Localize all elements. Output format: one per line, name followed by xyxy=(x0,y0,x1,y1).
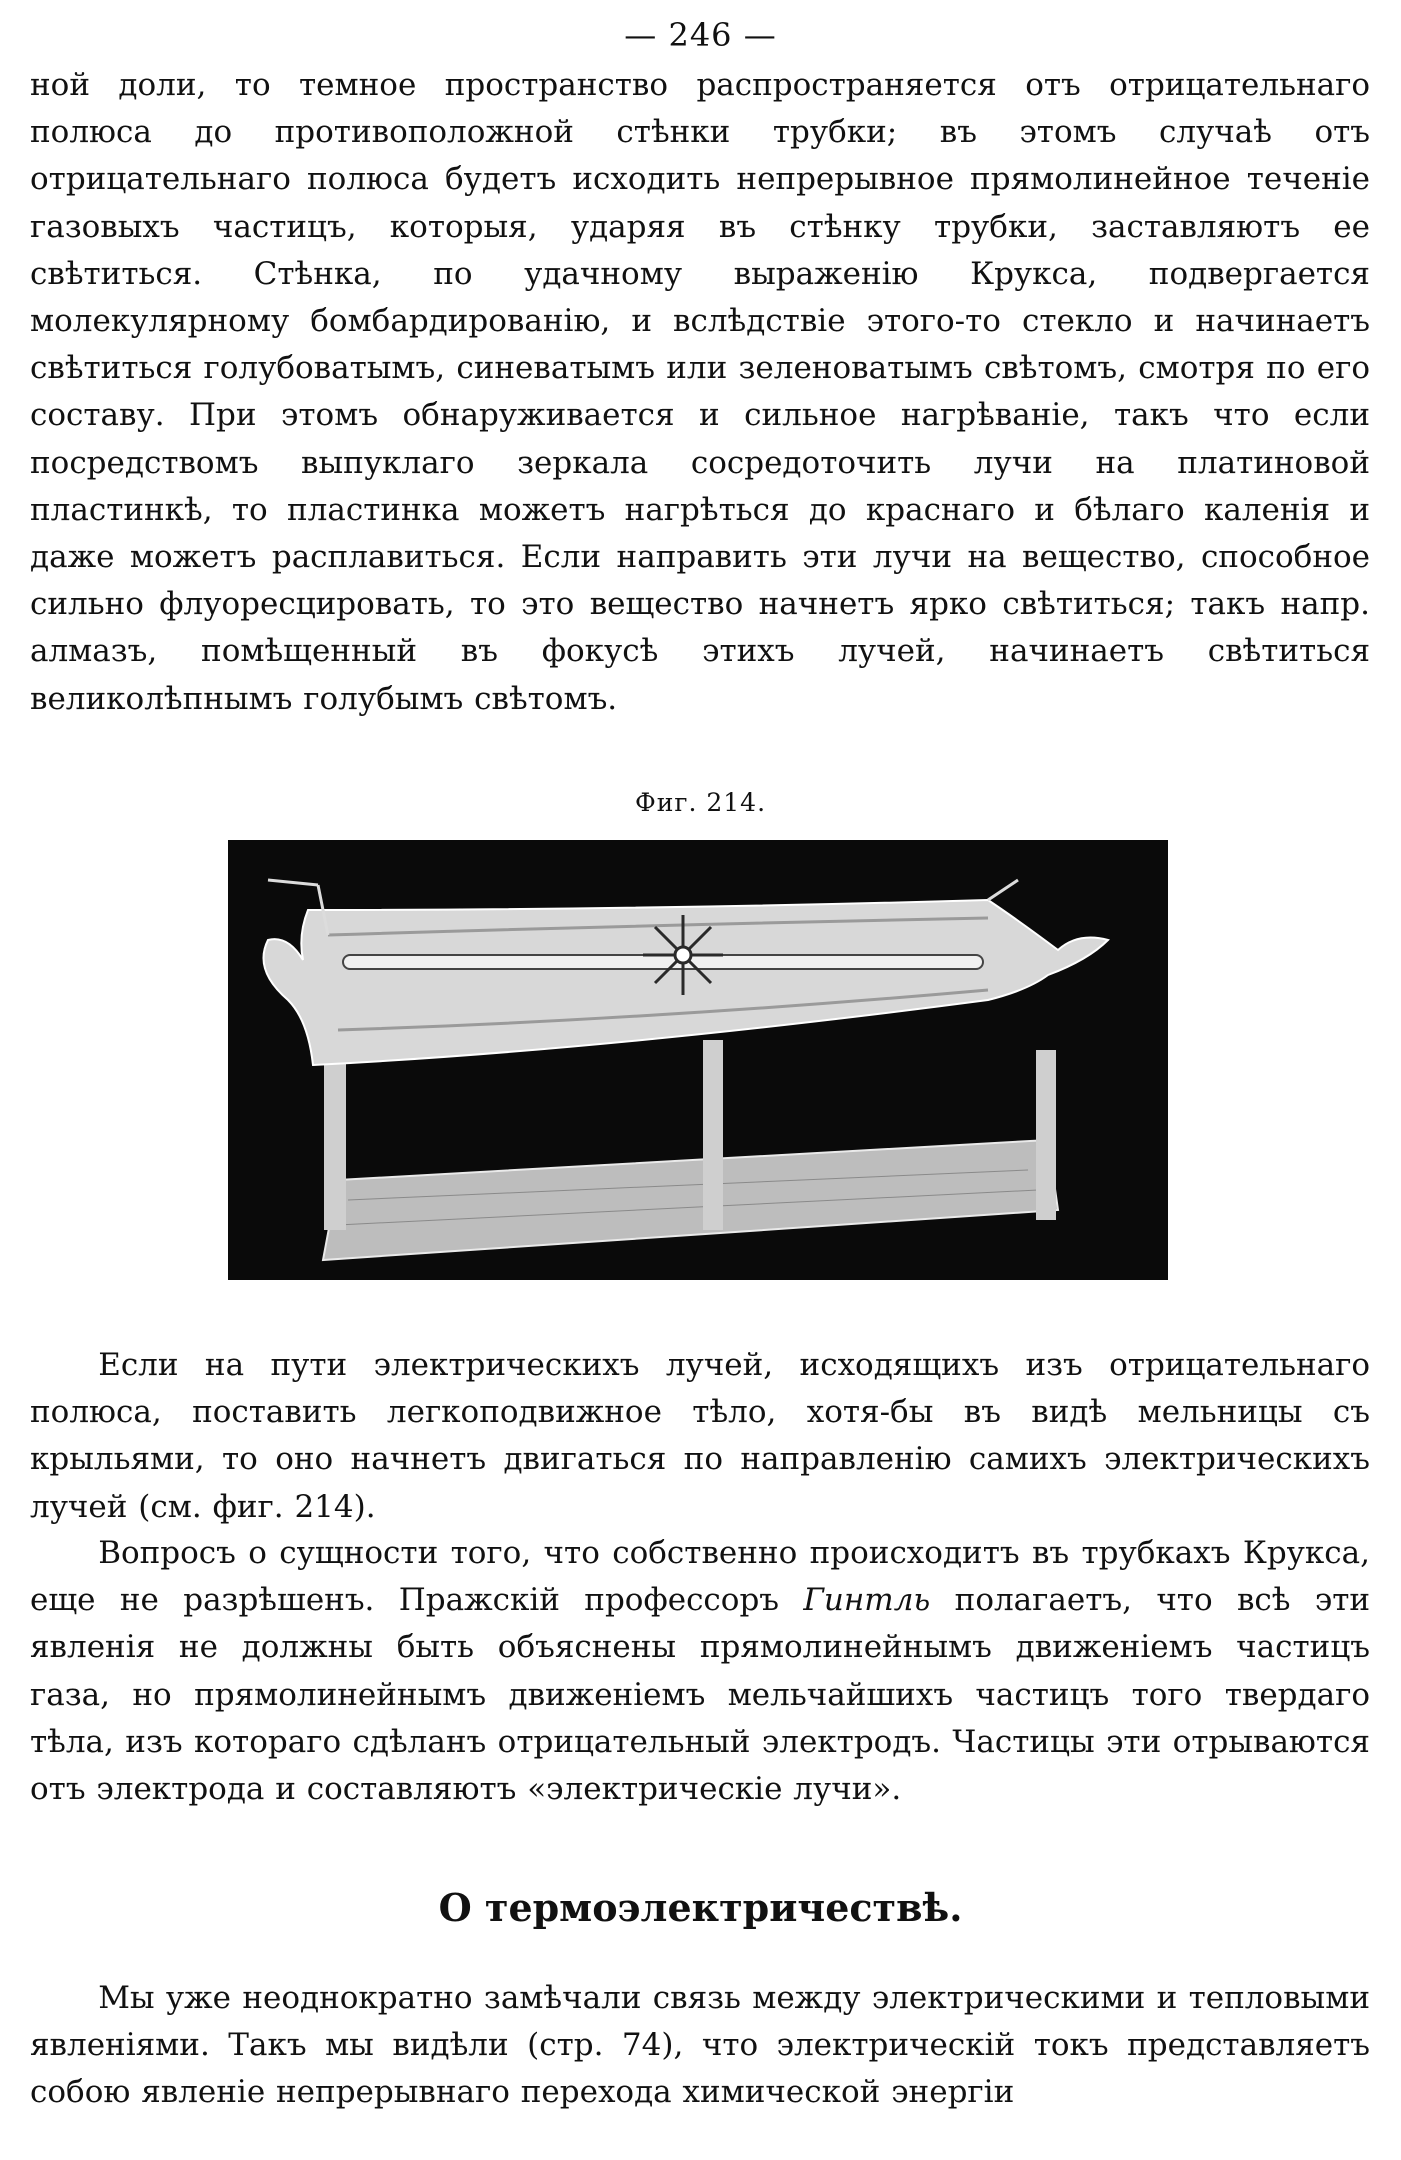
paragraph-2: Если на пути электрическихъ лучей, исходящихъ изъ отрицательнаго полюса, поставить легкоподвижное тѣло, хотя-бы въ видѣ мельницы съ крыльями, то оно начнетъ двигаться по направленію самихъ электрическихъ лучей (см. фиг. 214). xyxy=(30,1347,1370,1525)
section-heading: О термоэлектричествѣ. xyxy=(438,1885,963,1930)
paragraph-3-end: полагаетъ, что всѣ эти явленія не должны быть объяснены прямолинейнымъ движеніемъ частицъ газа, но прямолинейнымъ движеніемъ мельчайшихъ частицъ того твердаго тѣла, изъ котораго сдѣланъ отрицательный электродъ. Частицы эти отрываются отъ электрода и составляютъ «электрическіе лучи». xyxy=(30,1582,1371,1808)
paragraph-3 xyxy=(30,1530,1370,1813)
page-number: — 246 — xyxy=(624,16,777,54)
paragraph-1: ной доли, то темное пространство распространяется отъ отрицательнаго полюса до противоположной стѣнки трубки; въ этомъ случаѣ отъ отрицательнаго полюса будетъ исходить непрерывное прямолинейное теченіе газовыхъ частицъ, которыя, ударяя въ стѣнку трубки, заставляютъ ее свѣтиться. Стѣнка, по удачному выраженію Крукса, подвергается молекулярному бомбардированію, и вслѣдствіе этого-то стекло и начинаетъ свѣтиться голубоватымъ, синеватымъ или зеленоватымъ свѣтомъ, смотря по его составу. При этомъ обнаруживается и сильное нагрѣваніе, такъ что если посредствомъ выпуклаго зеркала сосредоточить лучи на платиновой пластинкѣ, то пластинка можетъ нагрѣться до краснаго и бѣлаго каленія и даже можетъ расплавиться. Если направить эти лучи на вещество, способное сильно флуоресцировать, то это вещество начнетъ ярко свѣтиться; такъ напр. алмазъ, помѣщенный въ фокусѣ этихъ лучей, начинаетъ свѣтиться великолѣпнымъ голубымъ свѣтомъ. xyxy=(30,67,1370,717)
paragraph-4: Мы уже неоднократно замѣчали связь между электрическими и тепловыми явленіями. Такъ мы видѣли (стр. 74), что электрическій токъ представляетъ собою явленіе непрерывнаго перехода химической энергіи xyxy=(30,1980,1370,2111)
figure-214 xyxy=(228,840,1168,1280)
figure-caption: Фиг. 214. xyxy=(634,788,767,817)
paragraph-3-start: Вопросъ о сущности того, что собственно происходитъ въ трубкахъ Крукса, еще не разрѣшенъ. Пражскій профессоръ xyxy=(30,1535,1370,1619)
crookes-tube-illustration xyxy=(228,840,1168,1280)
professor-name: Гинтль xyxy=(803,1582,931,1619)
